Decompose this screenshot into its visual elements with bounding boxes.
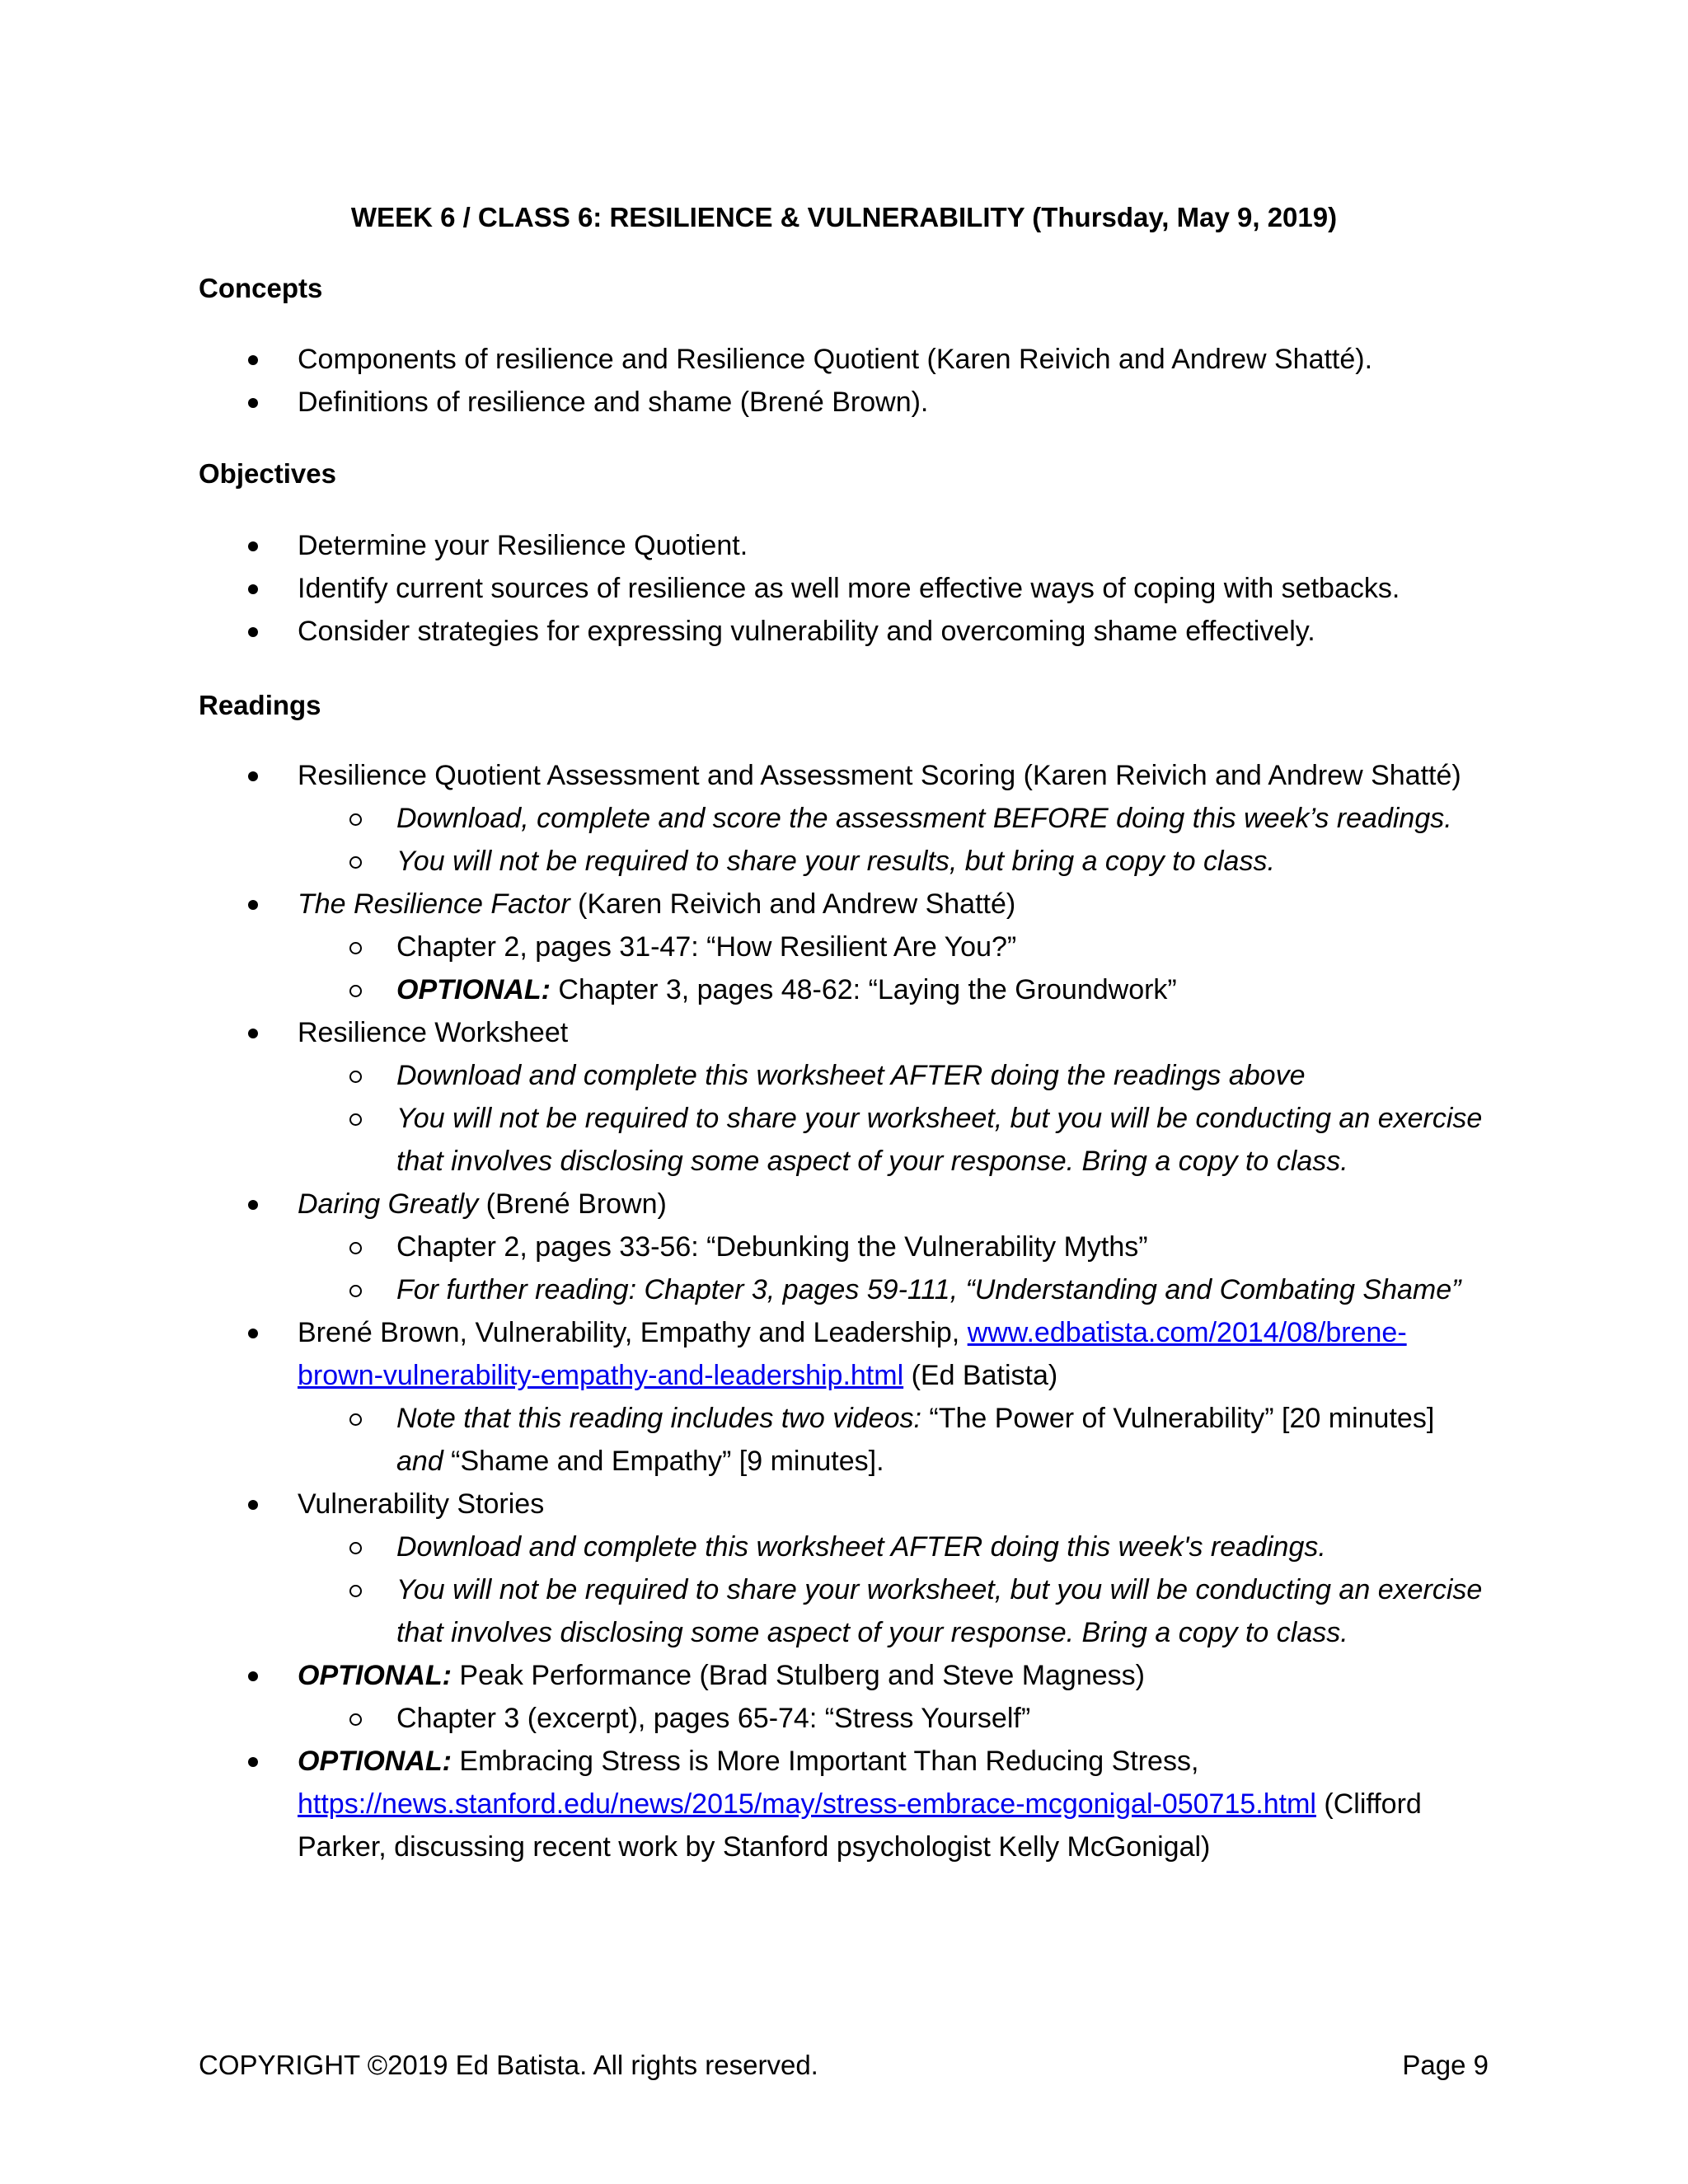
- sub-list-item: [0, 1697, 1688, 1740]
- sub-item-text: Download and complete this worksheet AFTER doing the readings above: [396, 1060, 1306, 1091]
- list-item: [0, 1654, 1688, 1697]
- reading-author: (Clifford: [1315, 1788, 1422, 1820]
- circle-bullet-icon: [349, 1713, 362, 1726]
- sub-list-item: [0, 1397, 1688, 1440]
- objectives-list: [0, 524, 1688, 653]
- reading-text: Brené Brown, Vulnerability, Empathy and Leadership,: [298, 1317, 968, 1348]
- sub-list-item: [0, 1097, 1688, 1140]
- bullet-icon: [248, 398, 258, 408]
- reading-author: (Ed Batista): [903, 1360, 1058, 1391]
- book-authors: (Brené Brown): [478, 1188, 667, 1220]
- bullet-icon: [248, 355, 258, 365]
- bullet-icon: [248, 627, 258, 637]
- circle-bullet-icon: [349, 856, 362, 869]
- book-title: The Resilience Factor: [298, 888, 570, 920]
- optional-label: OPTIONAL:: [396, 974, 551, 1005]
- sub-item-text: Chapter 2, pages 31-47: “How Resilient Are You?”: [396, 931, 1017, 963]
- sub-item-text: Chapter 3, pages 48-62: “Laying the Groundwork”: [550, 974, 1177, 1005]
- sub-list-item: [0, 1268, 1688, 1311]
- sub-list-item: [0, 840, 1688, 883]
- circle-bullet-icon: [349, 813, 362, 826]
- sub-item-text: For further reading: Chapter 3, pages 59-111, “Understanding and Combating Shame”: [396, 1274, 1461, 1305]
- reading-text: Vulnerability Stories: [298, 1488, 545, 1520]
- circle-bullet-icon: [349, 1071, 362, 1083]
- list-item: [0, 567, 1688, 610]
- list-item-continuation: [0, 1783, 1688, 1825]
- circle-bullet-icon: [349, 1113, 362, 1126]
- sub-list-item: [0, 1526, 1688, 1568]
- sub-item-text: that involves disclosing some aspect of your response. Bring a copy to class.: [396, 1146, 1348, 1177]
- list-item: [0, 754, 1688, 797]
- book-title: Daring Greatly: [298, 1188, 479, 1220]
- list-item: [0, 1740, 1688, 1783]
- sub-item-continuation: [0, 1440, 1688, 1483]
- sub-item-continuation: [0, 1140, 1688, 1183]
- sub-item-text: You will not be required to share your worksheet, but you will be conducting an exercise: [396, 1574, 1483, 1605]
- optional-label: OPTIONAL:: [298, 1660, 452, 1691]
- list-item-text: Definitions of resilience and shame (Brené Brown).: [298, 387, 929, 418]
- sub-list-item: [0, 797, 1688, 840]
- objectives-heading: Objectives: [199, 458, 336, 489]
- sub-item-text: Chapter 2, pages 33-56: “Debunking the Vulnerability Myths”: [396, 1231, 1148, 1263]
- sub-item-text: Download, complete and score the assessment BEFORE doing this week’s readings.: [396, 803, 1452, 834]
- list-item: [0, 610, 1688, 653]
- reading-text: Peak Performance (Brad Stulberg and Steve Magness): [451, 1660, 1145, 1691]
- list-item: [0, 338, 1688, 381]
- circle-bullet-icon: [349, 1542, 362, 1554]
- stanford-news-link[interactable]: https://news.stanford.edu/news/2015/may/stress-embrace-mcgonigal-050715.html: [298, 1788, 1316, 1820]
- list-item: [0, 1011, 1688, 1054]
- bullet-icon: [248, 584, 258, 594]
- list-item-continuation: [0, 1825, 1688, 1868]
- book-authors: (Karen Reivich and Andrew Shatté): [570, 888, 1016, 920]
- bullet-icon: [248, 771, 258, 781]
- list-item-text: Components of resilience and Resilience Quotient (Karen Reivich and Andrew Shatté).: [298, 344, 1373, 375]
- footer-page-number: Page 9: [1402, 2050, 1489, 2080]
- list-item-continuation: [0, 1354, 1688, 1397]
- sub-item-continuation: [0, 1611, 1688, 1654]
- sub-list-item: [0, 1054, 1688, 1097]
- circle-bullet-icon: [349, 1413, 362, 1426]
- bullet-icon: [248, 900, 258, 910]
- reading-text: Embracing Stress is More Important Than Reducing Stress,: [451, 1746, 1199, 1777]
- circle-bullet-icon: [349, 1242, 362, 1254]
- bullet-icon: [248, 1200, 258, 1210]
- sub-item-text: Download and complete this worksheet AFTER doing this week's readings.: [396, 1531, 1326, 1563]
- sub-item-note: and: [396, 1446, 443, 1477]
- sub-item-note: Note that this reading includes two videos:: [396, 1403, 921, 1434]
- sub-item-text: Chapter 3 (excerpt), pages 65-74: “Stress Yourself”: [396, 1703, 1031, 1734]
- list-item-text: Determine your Resilience Quotient.: [298, 530, 748, 561]
- list-item-text: Identify current sources of resilience as well more effective ways of coping with setbacks.: [298, 573, 1400, 604]
- sub-item-text: You will not be required to share your worksheet, but you will be conducting an exercise: [396, 1103, 1483, 1134]
- sub-list-item: [0, 926, 1688, 968]
- circle-bullet-icon: [349, 985, 362, 997]
- bullet-icon: [248, 1500, 258, 1510]
- list-item: [0, 1183, 1688, 1226]
- list-item: [0, 381, 1688, 424]
- reading-author: Parker, discussing recent work by Stanford psychologist Kelly McGonigal): [298, 1831, 1211, 1863]
- optional-label: OPTIONAL:: [298, 1746, 452, 1777]
- sub-list-item: [0, 1226, 1688, 1268]
- list-item: [0, 1483, 1688, 1526]
- sub-item-text: “The Power of Vulnerability” [20 minutes]: [921, 1403, 1435, 1434]
- concepts-list: [0, 338, 1688, 424]
- readings-list: [0, 754, 1688, 1868]
- list-item-text: Consider strategies for expressing vulnerability and overcoming shame effectively.: [298, 616, 1315, 647]
- concepts-heading: Concepts: [199, 273, 323, 303]
- edbatista-link-continued[interactable]: brown-vulnerability-empathy-and-leadership.html: [298, 1360, 904, 1391]
- list-item: [0, 524, 1688, 567]
- sub-list-item: [0, 1568, 1688, 1611]
- bullet-icon: [248, 541, 258, 551]
- readings-heading: Readings: [199, 690, 321, 720]
- page-title: WEEK 6 / CLASS 6: RESILIENCE & VULNERABILITY (Thursday, May 9, 2019): [350, 202, 1338, 232]
- circle-bullet-icon: [349, 942, 362, 954]
- edbatista-link[interactable]: www.edbatista.com/2014/08/brene-: [967, 1317, 1407, 1348]
- reading-text: Resilience Worksheet: [298, 1017, 569, 1048]
- list-item: [0, 1311, 1688, 1354]
- sub-list-item: [0, 968, 1688, 1011]
- bullet-icon: [248, 1671, 258, 1681]
- sub-item-text: “Shame and Empathy” [9 minutes].: [443, 1446, 884, 1477]
- bullet-icon: [248, 1029, 258, 1038]
- sub-item-text: You will not be required to share your results, but bring a copy to class.: [396, 846, 1275, 877]
- circle-bullet-icon: [349, 1585, 362, 1597]
- footer-copyright: COPYRIGHT ©2019 Ed Batista. All rights reserved.: [199, 2050, 818, 2080]
- bullet-icon: [248, 1757, 258, 1767]
- sub-item-text: that involves disclosing some aspect of your response. Bring a copy to class.: [396, 1617, 1348, 1648]
- reading-text: Resilience Quotient Assessment and Assessment Scoring (Karen Reivich and Andrew Shatté): [298, 760, 1461, 791]
- list-item: [0, 883, 1688, 926]
- bullet-icon: [248, 1329, 258, 1338]
- circle-bullet-icon: [349, 1285, 362, 1297]
